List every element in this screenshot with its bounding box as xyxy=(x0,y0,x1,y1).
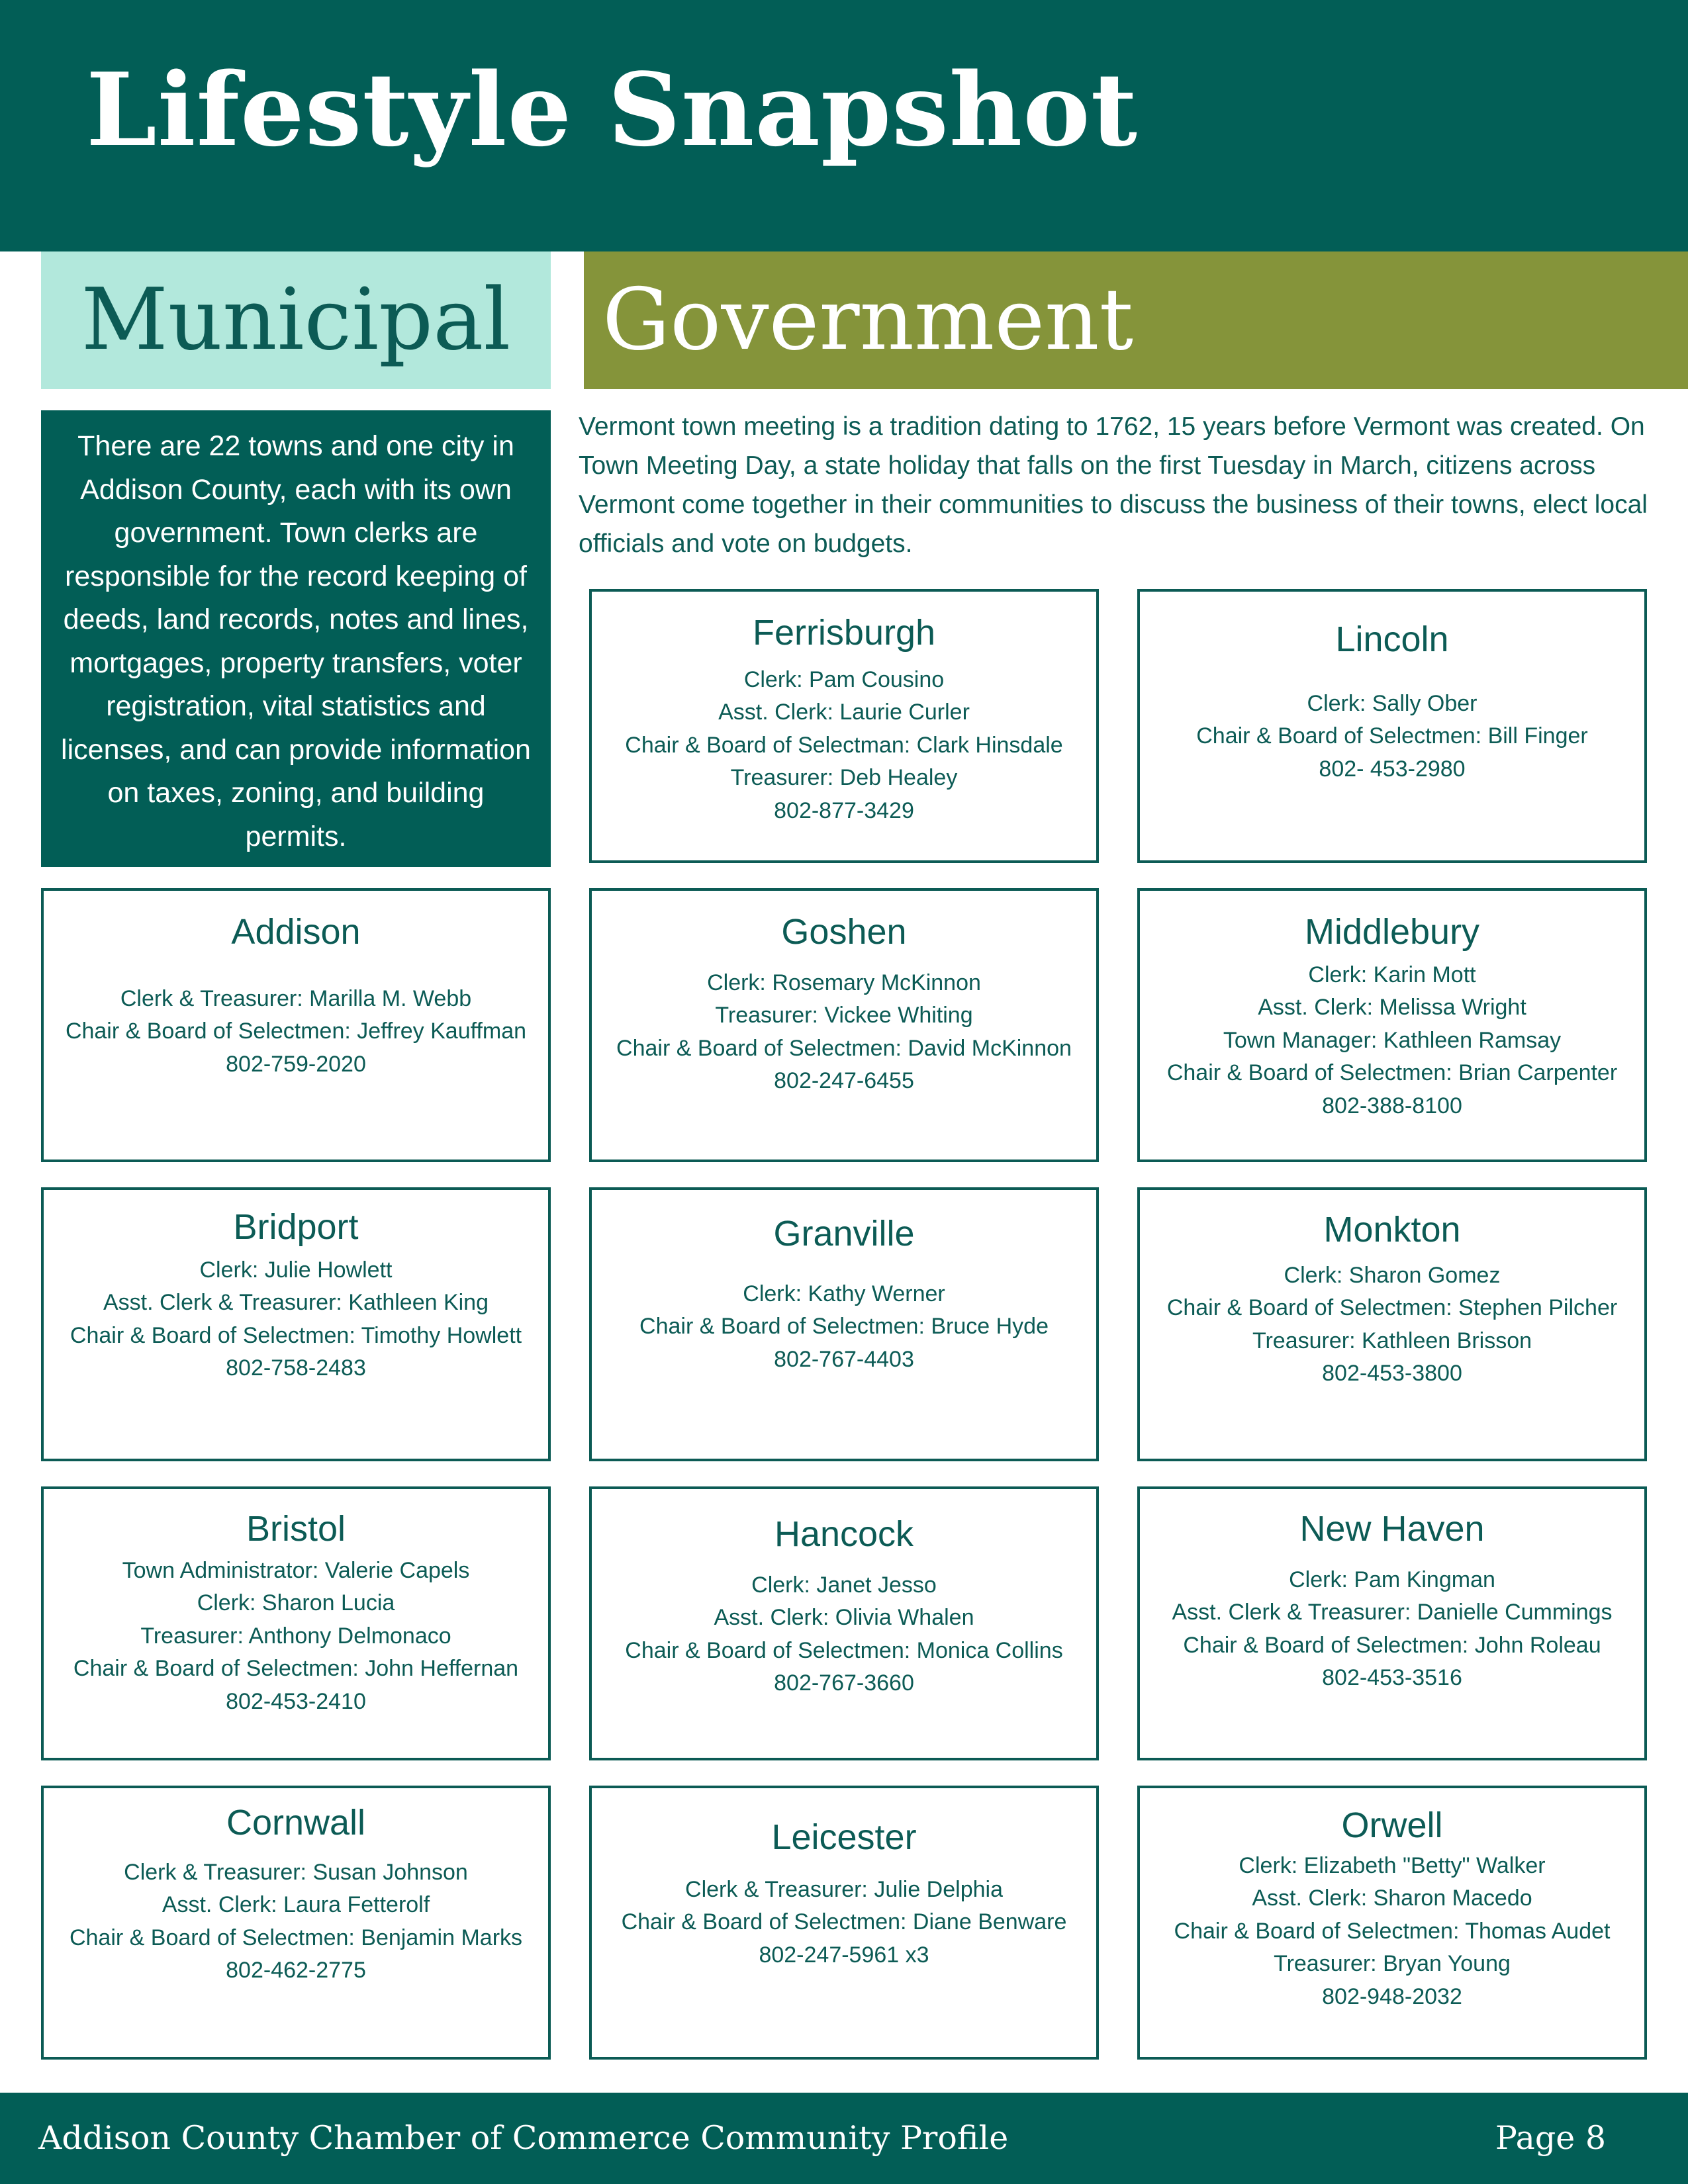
footer-publication: Addison County Chamber of Commerce Community Profile xyxy=(38,2119,1009,2157)
town-info-line: Clerk: Sharon Lucia xyxy=(197,1590,395,1616)
town-name: Orwell xyxy=(1341,1805,1443,1845)
section-band-municipal xyxy=(41,251,551,389)
town-card-addison xyxy=(41,888,551,1162)
town-info-line: Clerk: Karin Mott xyxy=(1308,962,1476,987)
town-info-line: Clerk: Sharon Gomez xyxy=(1284,1262,1501,1288)
town-phone: 802-877-3429 xyxy=(774,797,914,823)
town-name: Leicester xyxy=(771,1817,917,1857)
town-info-line: Chair & Board of Selectman: Clark Hinsdale xyxy=(625,732,1063,758)
town-phone: 802-767-3660 xyxy=(774,1670,914,1696)
town-phone: 802-453-3516 xyxy=(1322,1665,1462,1691)
town-info-line: Chair & Board of Selectmen: Timothy Howlett xyxy=(70,1322,522,1348)
town-info-line: Asst. Clerk: Sharon Macedo xyxy=(1252,1886,1532,1911)
section-title-government: Government xyxy=(602,271,1133,369)
town-name: Goshen xyxy=(781,912,907,952)
town-info-line: Chair & Board of Selectmen: John Heffernan xyxy=(73,1656,519,1682)
town-card-hancock xyxy=(589,1486,1099,1760)
town-name: Lincoln xyxy=(1335,619,1449,659)
section-band-government xyxy=(584,251,1688,389)
footer xyxy=(0,2093,1688,2184)
town-name: Monkton xyxy=(1323,1210,1461,1250)
town-info-line: Chair & Board of Selectmen: Bruce Hyde xyxy=(639,1314,1049,1340)
town-card-lincoln xyxy=(1137,589,1647,863)
town-info-line: Chair & Board of Selectmen: Monica Collins xyxy=(625,1637,1063,1663)
town-name: Cornwall xyxy=(226,1803,366,1843)
town-info-line: Treasurer: Bryan Young xyxy=(1274,1951,1511,1977)
town-info-line: Asst. Clerk & Treasurer: Danielle Cummings xyxy=(1172,1600,1613,1625)
town-info-line: Chair & Board of Selectmen: Benjamin Marks xyxy=(69,1925,523,1950)
town-card-bridport xyxy=(41,1187,551,1461)
town-info-line: Treasurer: Kathleen Brisson xyxy=(1252,1328,1532,1353)
town-name: Addison xyxy=(231,912,361,952)
town-name: Bridport xyxy=(233,1207,359,1247)
town-info-line: Chair & Board of Selectmen: Thomas Audet xyxy=(1174,1918,1611,1944)
town-info-line: Asst. Clerk: Olivia Whalen xyxy=(714,1605,974,1631)
town-info-line: Town Manager: Kathleen Ramsay xyxy=(1223,1027,1562,1053)
town-info-line: Clerk & Treasurer: Julie Delphia xyxy=(685,1876,1003,1902)
intro-paragraph: Vermont town meeting is a tradition dating to 1762, 15 years before Vermont was created. On Town Meeting Day, a state holiday that falls on the first Tuesday in March, citizens across Vermont come together in their communities to discuss the business of their towns, elect local officials and vote on budgets. xyxy=(579,412,1648,558)
town-card-orwell xyxy=(1137,1786,1647,2060)
town-phone: 802-247-5961 x3 xyxy=(759,1942,929,1968)
town-phone: 802- 453-2980 xyxy=(1319,756,1466,782)
town-phone: 802-388-8100 xyxy=(1322,1093,1462,1118)
town-card-ferrisburgh xyxy=(589,589,1099,863)
town-info-line: Clerk: Janet Jesso xyxy=(751,1572,937,1598)
town-card-new-haven xyxy=(1137,1486,1647,1760)
town-card-middlebury xyxy=(1137,888,1647,1162)
town-info-line: Clerk: Elizabeth "Betty" Walker xyxy=(1239,1852,1546,1878)
town-card-cornwall xyxy=(41,1786,551,2060)
town-info-line: Clerk: Julie Howlett xyxy=(199,1257,393,1283)
town-info-line: Asst. Clerk & Treasurer: Kathleen King xyxy=(103,1290,489,1316)
town-phone: 802-453-2410 xyxy=(226,1688,366,1714)
section-title-municipal: Municipal xyxy=(81,271,511,369)
town-name: Bristol xyxy=(246,1509,346,1549)
town-info-line: Chair & Board of Selectmen: Diane Benware xyxy=(621,1909,1067,1935)
town-info-line: Clerk & Treasurer: Marilla M. Webb xyxy=(120,985,472,1011)
town-info-line: Asst. Clerk: Laurie Curler xyxy=(718,700,970,725)
town-info-line: Clerk & Treasurer: Susan Johnson xyxy=(124,1859,468,1885)
town-info-line: Chair & Board of Selectmen: Stephen Pilcher xyxy=(1166,1295,1618,1321)
town-info-line: Clerk: Pam Cousino xyxy=(743,666,945,692)
town-phone: 802-767-4403 xyxy=(774,1346,914,1372)
town-name: Middlebury xyxy=(1304,912,1480,952)
town-info-line: Treasurer: Vickee Whiting xyxy=(715,1003,973,1028)
page-number: Page 8 xyxy=(1495,2119,1606,2157)
town-phone: 802-948-2032 xyxy=(1322,1983,1462,2009)
town-info-line: Clerk: Sally Ober xyxy=(1307,690,1477,716)
header-banner xyxy=(0,0,1688,251)
intro-box: There are 22 towns and one city in Addison County, each with its own government. Town clerks are responsible for the record keeping of deeds, land records, notes and lines, mortgages, property transfers, voter registration, vital statistics and licenses, and can provide information on taxes, zoning, and building permits. xyxy=(41,410,551,867)
town-phone: 802-462-2775 xyxy=(226,1958,366,1983)
town-name: New Haven xyxy=(1299,1509,1485,1549)
town-info-line: Chair & Board of Selectmen: David McKinnon xyxy=(616,1035,1072,1061)
town-info-line: Chair & Board of Selectmen: Brian Carpenter xyxy=(1166,1060,1618,1086)
town-phone: 802-247-6455 xyxy=(774,1068,914,1094)
town-name: Hancock xyxy=(774,1514,914,1554)
town-card-goshen xyxy=(589,888,1099,1162)
page-title: Lifestyle Snapshot xyxy=(86,50,1138,169)
town-info-line: Treasurer: Anthony Delmonaco xyxy=(140,1623,451,1649)
town-info-line: Chair & Board of Selectmen: Bill Finger xyxy=(1196,723,1588,749)
town-info-line: Asst. Clerk: Laura Fetterolf xyxy=(162,1892,430,1918)
town-card-monkton xyxy=(1137,1187,1647,1461)
town-name: Granville xyxy=(773,1214,915,1253)
town-info-line: Clerk: Kathy Werner xyxy=(743,1281,945,1306)
town-info-line: Chair & Board of Selectmen: Jeffrey Kauffman xyxy=(65,1019,527,1044)
town-info-line: Treasurer: Deb Healey xyxy=(730,765,958,791)
town-card-leicester xyxy=(589,1786,1099,2060)
town-card-bristol xyxy=(41,1486,551,1760)
town-info-line: Asst. Clerk: Melissa Wright xyxy=(1258,995,1526,1021)
town-info-line: Clerk: Rosemary McKinnon xyxy=(707,970,981,995)
town-info-line: Town Administrator: Valerie Capels xyxy=(122,1557,470,1583)
town-card-granville xyxy=(589,1187,1099,1461)
town-info-line: Clerk: Pam Kingman xyxy=(1289,1567,1495,1592)
town-info-line: Chair & Board of Selectmen: John Roleau xyxy=(1183,1632,1601,1658)
town-phone: 802-758-2483 xyxy=(226,1355,366,1381)
town-phone: 802-453-3800 xyxy=(1322,1361,1462,1387)
town-name: Ferrisburgh xyxy=(752,613,936,653)
town-phone: 802-759-2020 xyxy=(226,1051,366,1077)
